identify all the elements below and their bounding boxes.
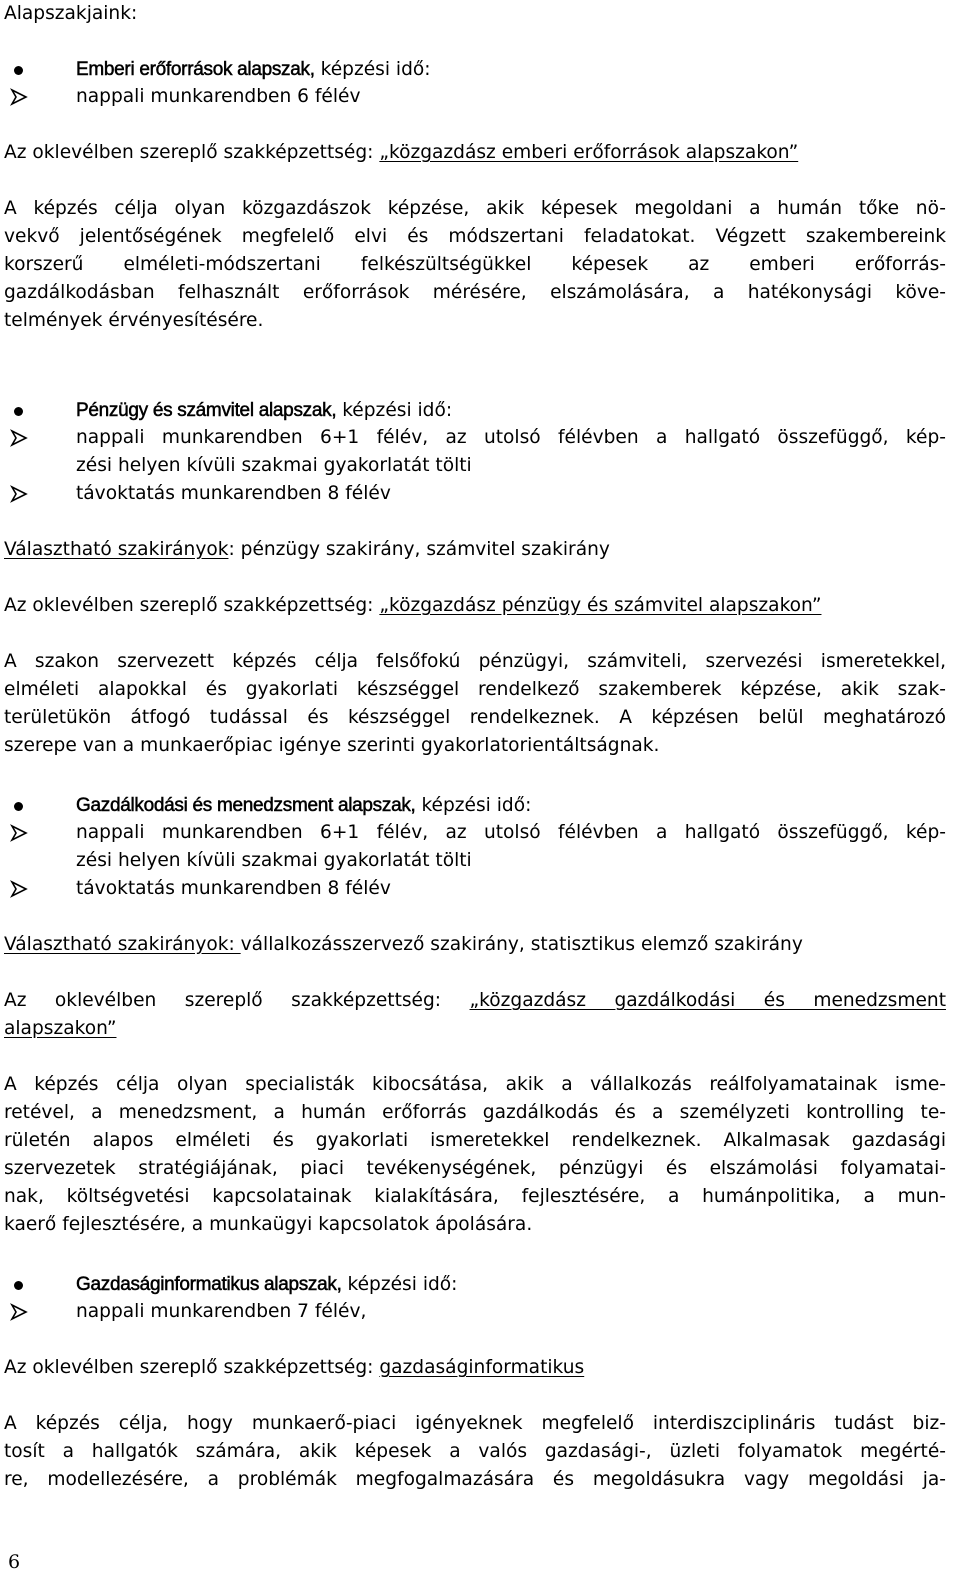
goal-line: rületén alapos elméleti és gyakorlati ismeretekkel rendelkeznek. Alkalmasak gazdasági	[4, 1130, 946, 1151]
goal-line: nak, költségvetési kapcsolatainak kialakítására, fejlesztésére, a humánpolitika, a mun-	[4, 1186, 946, 1207]
qualification-value: „közgazdász emberi erőforrások alapszakon”	[379, 142, 799, 163]
specializations-line	[4, 536, 610, 564]
goal-line: A képzés célja, hogy munkaerő-piaci igényeknek megfelelő interdiszciplináris tudást biz-	[4, 1413, 946, 1434]
program-name: Gazdálkodási és menedzsment alapszak,	[76, 795, 416, 816]
specializations-value: : pénzügy szakirány, számvitel szakirány	[228, 539, 610, 560]
schedule-line: nappali munkarendben 6 félév	[76, 86, 361, 107]
goal-line: szerepe van a munkaerőpiac igénye szerinti gyakorlatorientáltságnak.	[4, 735, 660, 756]
intro-heading: Alapszakjaink:	[4, 3, 138, 24]
qualification-line	[4, 987, 946, 1015]
qualification-value: alapszakon”	[4, 1018, 117, 1039]
arrow-bullet-icon	[10, 824, 28, 842]
program-title	[76, 1271, 457, 1299]
goal-line: szervezetek stratégiájának, piaci tevékenységének, pénzügyi és elszámolási folyamatai-	[4, 1158, 946, 1179]
qualification-line-continued	[4, 1015, 116, 1043]
qualification-value: gazdaságinformatikus	[379, 1357, 585, 1378]
bullet-icon	[14, 802, 23, 811]
specializations-label: Választható szakirányok:	[4, 934, 241, 955]
bullet-icon	[14, 1281, 23, 1290]
qualification-prefix: Az oklevélben szereplő szakképzettség:	[4, 595, 380, 616]
specializations-label: Választható szakirányok	[4, 539, 229, 560]
bullet-icon	[14, 407, 23, 416]
page-number: 6	[8, 1551, 21, 1573]
goal-line: korszerű elméleti-módszertani felkészültségükkel képesek az emberi erőforrás-	[4, 254, 946, 275]
arrow-bullet-icon	[10, 880, 28, 898]
goal-line: re, modellezésére, a problémák megfogalmazására és megoldásukra vagy megoldási ja-	[4, 1469, 946, 1490]
goal-line: vekvő jelentőségének megfelelő elvi és módszertani feladatokat. Végzett szakembereink	[4, 226, 946, 247]
goal-line: területükön átfogó tudással és készséggel rendelkeznek. A képzésen belül meghatározó	[4, 707, 946, 728]
arrow-bullet-icon	[10, 88, 28, 106]
specializations-value: vállalkozásszervező szakirány, statisztikus elemző szakirány	[240, 934, 803, 955]
goal-line: A szakon szervezett képzés célja felsőfokú pénzügyi, számviteli, szervezési ismeretekkel,	[4, 651, 946, 672]
schedule-line: nappali munkarendben 6+1 félév, az utolsó félévben a hallgató összefüggő, kép-	[76, 822, 946, 843]
qualification-prefix: Az oklevélben szereplő szakképzettség:	[4, 990, 470, 1011]
duration-label: képzési idő:	[314, 59, 431, 80]
schedule-line: nappali munkarendben 6+1 félév, az utolsó félévben a hallgató összefüggő, kép-	[76, 427, 946, 448]
schedule-line: zési helyen kívüli szakmai gyakorlatát tölti	[76, 850, 472, 871]
duration-label: képzési idő:	[415, 795, 532, 816]
goal-line: A képzés célja olyan specialisták kibocsátása, akik a vállalkozás reálfolyamatainak isme-	[4, 1074, 946, 1095]
program-name: Gazdaságinformatikus alapszak,	[76, 1274, 342, 1295]
program-title	[76, 56, 431, 84]
goal-line: retével, a menedzsment, a humán erőforrás gazdálkodás és a személyzeti kontrolling te-	[4, 1102, 946, 1123]
goal-line: gazdálkodásban felhasznált erőforrások mérésére, elszámolására, a hatékonysági köve-	[4, 282, 946, 303]
duration-label: képzési idő:	[341, 1274, 458, 1295]
qualification-value: „közgazdász gazdálkodási és menedzsment	[469, 990, 947, 1011]
schedule-line: távoktatás munkarendben 8 félév	[76, 878, 391, 899]
arrow-bullet-icon	[10, 429, 28, 447]
specializations-line	[4, 931, 803, 959]
goal-line: tosít a hallgatók számára, akik képesek a valós gazdasági-, üzleti folyamatok megérté-	[4, 1441, 946, 1462]
program-title	[76, 792, 531, 820]
arrow-bullet-icon	[10, 1303, 28, 1321]
program-title	[76, 397, 452, 425]
goal-line: elméleti alapokkal és gyakorlati készséggel rendelkező szakemberek képzése, akik szak-	[4, 679, 946, 700]
qualification-value: „közgazdász pénzügy és számvitel alapszakon”	[379, 595, 822, 616]
schedule-line: távoktatás munkarendben 8 félév	[76, 483, 391, 504]
goal-line: telmények érvényesítésére.	[4, 310, 264, 331]
schedule-line: nappali munkarendben 7 félév,	[76, 1301, 367, 1322]
schedule-line: zési helyen kívüli szakmai gyakorlatát tölti	[76, 455, 472, 476]
program-name: Pénzügy és számvitel alapszak,	[76, 400, 337, 421]
program-name: Emberi erőforrások alapszak,	[76, 59, 315, 80]
qualification-line	[4, 139, 798, 167]
goal-line: A képzés célja olyan közgazdászok képzése, akik képesek megoldani a humán tőke nö-	[4, 198, 946, 219]
goal-line: kaerő fejlesztésére, a munkaügyi kapcsolatok ápolására.	[4, 1214, 533, 1235]
qualification-line	[4, 1354, 584, 1382]
bullet-icon	[14, 66, 23, 75]
qualification-prefix: Az oklevélben szereplő szakképzettség:	[4, 142, 380, 163]
qualification-prefix: Az oklevélben szereplő szakképzettség:	[4, 1357, 380, 1378]
qualification-line	[4, 592, 821, 620]
arrow-bullet-icon	[10, 485, 28, 503]
duration-label: képzési idő:	[336, 400, 453, 421]
